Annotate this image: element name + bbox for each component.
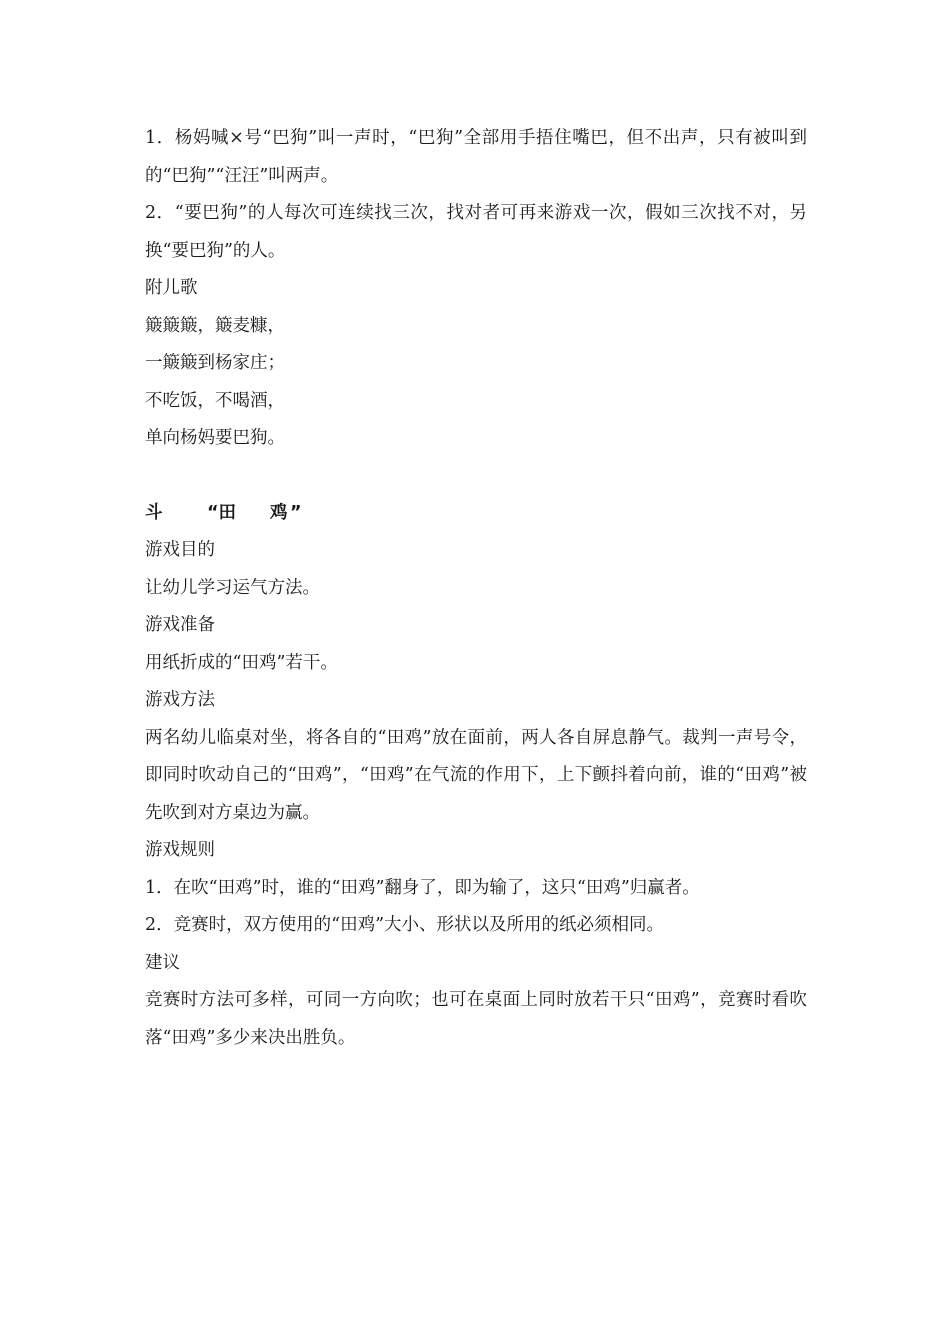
song-line-1: 簸簸簸，簸麦糠， (145, 315, 285, 336)
rules-heading: 游戏规则 (145, 840, 215, 860)
song-heading: 附儿歌 (145, 278, 198, 298)
section-title (145, 495, 807, 533)
title-char-1: 斗 (145, 502, 163, 523)
rule-paragraph-1: 1．杨妈喊×号“巴狗”叫一声时，“巴狗”全部用手捂住嘴巴，但不出声，只有被叫到的“巴狗”“汪汪”叫两声。 (145, 128, 807, 186)
goal-heading: 游戏目的 (145, 540, 215, 560)
title-char-2: “田 (207, 502, 237, 523)
suggest-text: 竞赛时方法可多样，可同一方向吹；也可在桌面上同时放若干只“田鸡”，竞赛时看吹落“田鸡”多少来决出胜负。 (145, 990, 807, 1048)
title-char-3: 鸡 (270, 502, 288, 523)
game-rule-2: 2．竞赛时，双方使用的“田鸡”大小、形状以及所用的纸必须相同。 (145, 915, 665, 935)
method-heading: 游戏方法 (145, 690, 215, 710)
prep-text: 用纸折成的“田鸡”若干。 (145, 652, 338, 673)
song-line-4: 单向杨妈要巴狗。 (145, 428, 285, 448)
song-line-3: 不吃饭，不喝酒， (145, 390, 285, 411)
game-rule-1: 1．在吹“田鸡”时，谁的“田鸡”翻身了，即为输了，这只“田鸡”归赢者。 (145, 877, 700, 898)
title-char-4: ” (290, 502, 302, 523)
song-line-2: 一簸簸到杨家庄； (145, 353, 285, 373)
document-body (145, 120, 807, 1057)
goal-text: 让幼儿学习运气方法。 (145, 577, 320, 598)
section-spacer (145, 458, 807, 495)
suggest-heading: 建议 (145, 952, 180, 973)
rule-paragraph-2: 2．“要巴狗”的人每次可连续找三次，找对者可再来游戏一次，假如三次找不对，另换“要巴狗”的人。 (145, 203, 807, 261)
method-text: 两名幼儿临桌对坐，将各自的“田鸡”放在面前，两人各自屏息静气。裁判一声号令，即同时吹动自己的“田鸡”，“田鸡”在气流的作用下，上下颤抖着向前，谁的“田鸡”被先吹到对方桌边为赢。 (145, 727, 807, 823)
prep-heading: 游戏准备 (145, 615, 215, 635)
